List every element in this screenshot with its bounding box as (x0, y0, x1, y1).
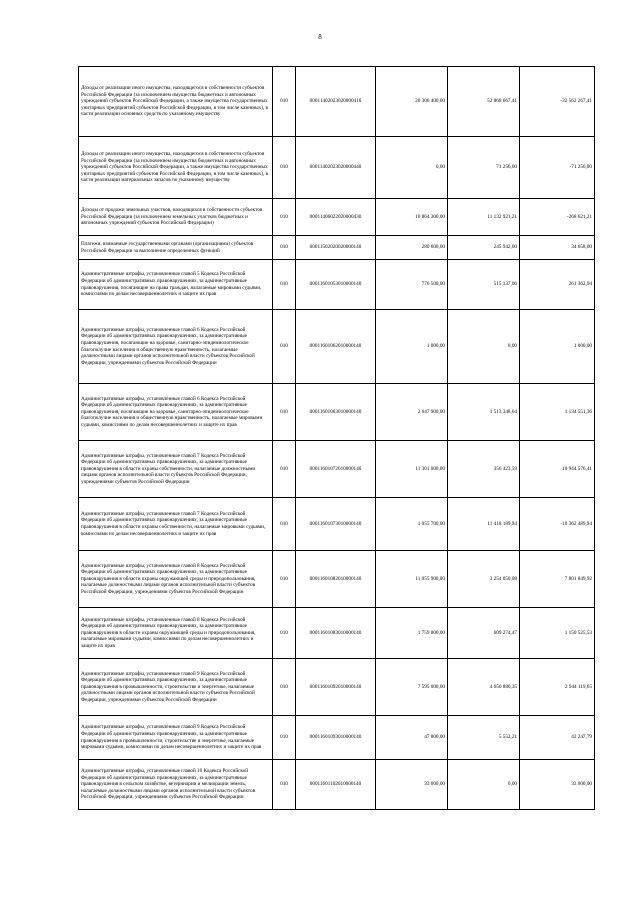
table-row (79, 137, 595, 199)
row-name: Административные штрафы, установленные главой 5 Кодекса Российской Федерации об административных правонарушениях, за административные правонарушения, посягающие на права граждан, налагаемые мировыми судьями, комиссиями по делам несовершеннолетних и защите их прав (79, 260, 273, 310)
row-budget-code: 00011402023020000440 (296, 137, 376, 199)
row-name: Административные штрафы, установленные главой 6 Кодекса Российской Федерации об административных правонарушениях, за административные правонарушения, посягающие на здоровье, санитарно-эпидемиологическое благополучие населения и общественную нравственность, налагаемые мировыми судьями, комиссиями по делам несовершеннолетних и защите их прав (79, 384, 273, 441)
row-approved-amount: 2 647 900,00 (376, 384, 448, 441)
row-unexecuted-amount: 42 247,79 (520, 716, 595, 760)
table-row (79, 441, 595, 498)
table-row (79, 260, 595, 310)
row-budget-code: 00011601092010000140 (296, 659, 376, 716)
page-number: 8 (318, 33, 322, 41)
row-unexecuted-amount: 1 134 551,36 (520, 384, 595, 441)
row-unexecuted-amount: -10 362 489,94 (520, 498, 595, 551)
table-row (79, 608, 595, 659)
row-line-code: 010 (273, 260, 296, 310)
revenue-table (78, 66, 595, 810)
row-unexecuted-amount: 7 801 849,92 (520, 551, 595, 608)
row-unexecuted-amount: 2 944 119,65 (520, 659, 595, 716)
row-approved-amount: 7 595 000,00 (376, 659, 448, 716)
row-executed-amount: 515 137,06 (448, 260, 520, 310)
row-name: Административные штрафы, установленные главой 9 Кодекса Российской Федерации об административных правонарушениях, за административные правонарушения в промышленности, строительстве и энергетике, налагаемые мировыми судьями, комиссиями по делам несовершеннолетних и защите их прав (79, 716, 273, 760)
row-budget-code: 00011601072010000140 (296, 441, 376, 498)
row-executed-amount: 5 552,21 (448, 716, 520, 760)
row-executed-amount: 609 274,47 (448, 608, 520, 659)
table-row (79, 199, 595, 236)
row-approved-amount: 11 055 900,00 (376, 551, 448, 608)
row-unexecuted-amount: -32 562 267,41 (520, 67, 595, 137)
row-line-code: 010 (273, 551, 296, 608)
row-budget-code: 00011406022020000430 (296, 199, 376, 236)
table-row (79, 384, 595, 441)
row-line-code: 010 (273, 236, 296, 260)
row-approved-amount: 11 301 000,00 (376, 441, 448, 498)
row-unexecuted-amount: 34 658,00 (520, 236, 595, 260)
row-executed-amount: 3 254 050,08 (448, 551, 520, 608)
row-approved-amount: 1 759 800,00 (376, 608, 448, 659)
row-executed-amount: 71 256,00 (448, 137, 520, 199)
row-budget-code: 00011601093010000140 (296, 716, 376, 760)
row-budget-code: 00011601082010000140 (296, 551, 376, 608)
row-line-code: 010 (273, 310, 296, 384)
row-budget-code: 00011402023020000410 (296, 67, 376, 137)
table-row (79, 236, 595, 260)
row-name: Административные штрафы, установленные главой 6 Кодекса Российской Федерации об административных правонарушениях, за административные правонарушения, посягающие на здоровье, санитарно-эпидемиологическое благополучие населения и общественную нравственность, налагаемые должностными лицами органов исполнительной власти субъектов Российской Федерации, учреждениями субъектов Российской Федерации (79, 310, 273, 384)
row-name: Доходы от продажи земельных участков, находящихся в собственности субъектов Российской Федерации (за исключением земельных участков бюджетных и автономных учреждений субъектов Российской Федерации) (79, 199, 273, 236)
row-unexecuted-amount: 261 362,94 (520, 260, 595, 310)
row-line-code: 010 (273, 137, 296, 199)
table-row (79, 498, 595, 551)
row-approved-amount: 776 500,00 (376, 260, 448, 310)
row-executed-amount: 11 132 921,21 (448, 199, 520, 236)
row-executed-amount: 245 942,00 (448, 236, 520, 260)
table-row (79, 310, 595, 384)
row-budget-code: 00011601102010000140 (296, 760, 376, 810)
row-executed-amount: 0,00 (448, 760, 520, 810)
row-executed-amount: 11 418 189,94 (448, 498, 520, 551)
row-unexecuted-amount: 10 944 576,41 (520, 441, 595, 498)
row-line-code: 010 (273, 384, 296, 441)
row-line-code: 010 (273, 760, 296, 810)
row-name: Административные штрафы, установленные главой 7 Кодекса Российской Федерации об административных правонарушениях, за административные правонарушения в области охраны собственности, налагаемые должностными лицами органов исполнительной власти субъектов Российской Федерации, учреждениями субъектов Российской Федерации (79, 441, 273, 498)
row-approved-amount: 0,00 (376, 137, 448, 199)
table-row (79, 716, 595, 760)
row-line-code: 010 (273, 67, 296, 137)
row-name: Административные штрафы, установленные главой 10 Кодекса Российской Федерации об административных правонарушениях, за административные правонарушения в сельском хозяйстве, ветеринарии и мелиорации земель, налагаемые должностными лицами органов исполнительной власти субъектов Российской Федерации, учреждениями субъектов Российской Федерации (79, 760, 273, 810)
row-approved-amount: 280 600,00 (376, 236, 448, 260)
table-row (79, 659, 595, 716)
row-line-code: 010 (273, 199, 296, 236)
row-executed-amount: 1 513 348,64 (448, 384, 520, 441)
row-approved-amount: 20 306 400,00 (376, 67, 448, 137)
row-name: Доходы от реализации иного имущества, находящегося в собственности субъектов Российской Федерации (за исключением имущества бюджетных и автономных учреждений субъектов Российской Федерации, а также имущества государственных унитарных предприятий субъектов Российской Федерации, в том числе казенных), в части реализации основных средств по указанному имуществу (79, 67, 273, 137)
row-line-code: 010 (273, 441, 296, 498)
row-budget-code: 00011601053010000140 (296, 260, 376, 310)
row-approved-amount: 33 000,00 (376, 760, 448, 810)
row-budget-code: 00011601083010000140 (296, 608, 376, 659)
row-approved-amount: 1 000,00 (376, 310, 448, 384)
row-approved-amount: 10 864 300,00 (376, 199, 448, 236)
row-name: Административные штрафы, установленные главой 8 Кодекса Российской Федерации об административных правонарушениях, за административные правонарушения в области охраны окружающей среды и природопользования, налагаемые мировыми судьями, комиссиями по делам несовершеннолетних и защите их прав (79, 608, 273, 659)
row-line-code: 010 (273, 608, 296, 659)
row-line-code: 010 (273, 716, 296, 760)
row-name: Платежи, взимаемые государственными органами (организациями) субъектов Российской Федерации за выполнение определенных функций (79, 236, 273, 260)
row-approved-amount: 1 055 700,00 (376, 498, 448, 551)
row-name: Административные штрафы, установленные главой 7 Кодекса Российской Федерации об административных правонарушениях, за административные правонарушения в области охраны собственности, налагаемые мировыми судьями, комиссиями по делам несовершеннолетних и защите их прав (79, 498, 273, 551)
table-row (79, 551, 595, 608)
row-unexecuted-amount: -71 256,00 (520, 137, 595, 199)
row-executed-amount: 4 650 880,35 (448, 659, 520, 716)
row-unexecuted-amount: 1 000,00 (520, 310, 595, 384)
row-unexecuted-amount: -268 621,21 (520, 199, 595, 236)
row-budget-code: 00011601062010000140 (296, 310, 376, 384)
row-executed-amount: 356 423,59 (448, 441, 520, 498)
table-row (79, 67, 595, 137)
row-name: Административные штрафы, установленные главой 8 Кодекса Российской Федерации об административных правонарушениях, за административные правонарушения в области охраны окружающей среды и природопользования, налагаемые должностными лицами органов исполнительной власти субъектов Российской Федерации, учреждениями субъектов Российской Федерации (79, 551, 273, 608)
row-approved-amount: 47 800,00 (376, 716, 448, 760)
row-unexecuted-amount: 33 000,00 (520, 760, 595, 810)
row-name: Доходы от реализации иного имущества, находящегося в собственности субъектов Российской Федерации (за исключением имущества бюджетных и автономных учреждений субъектов Российской Федерации, а также имущества государственных унитарных предприятий субъектов Российской Федерации, в том числе казенных), в части реализации материальных запасов по указанному имуществу (79, 137, 273, 199)
row-budget-code: 00011601063010000140 (296, 384, 376, 441)
row-executed-amount: 0,00 (448, 310, 520, 384)
row-line-code: 010 (273, 659, 296, 716)
row-budget-code: 00011502020020000140 (296, 236, 376, 260)
row-budget-code: 00011601073010000140 (296, 498, 376, 551)
row-executed-amount: 52 868 667,41 (448, 67, 520, 137)
table-row (79, 760, 595, 810)
row-name: Административные штрафы, установленные главой 9 Кодекса Российской Федерации об административных правонарушениях, за административные правонарушения в промышленности, строительстве и энергетике, налагаемые должностными лицами органов исполнительной власти субъектов Российской Федерации, учреждениями субъектов Российской Федерации (79, 659, 273, 716)
row-unexecuted-amount: 1 150 525,53 (520, 608, 595, 659)
row-line-code: 010 (273, 498, 296, 551)
